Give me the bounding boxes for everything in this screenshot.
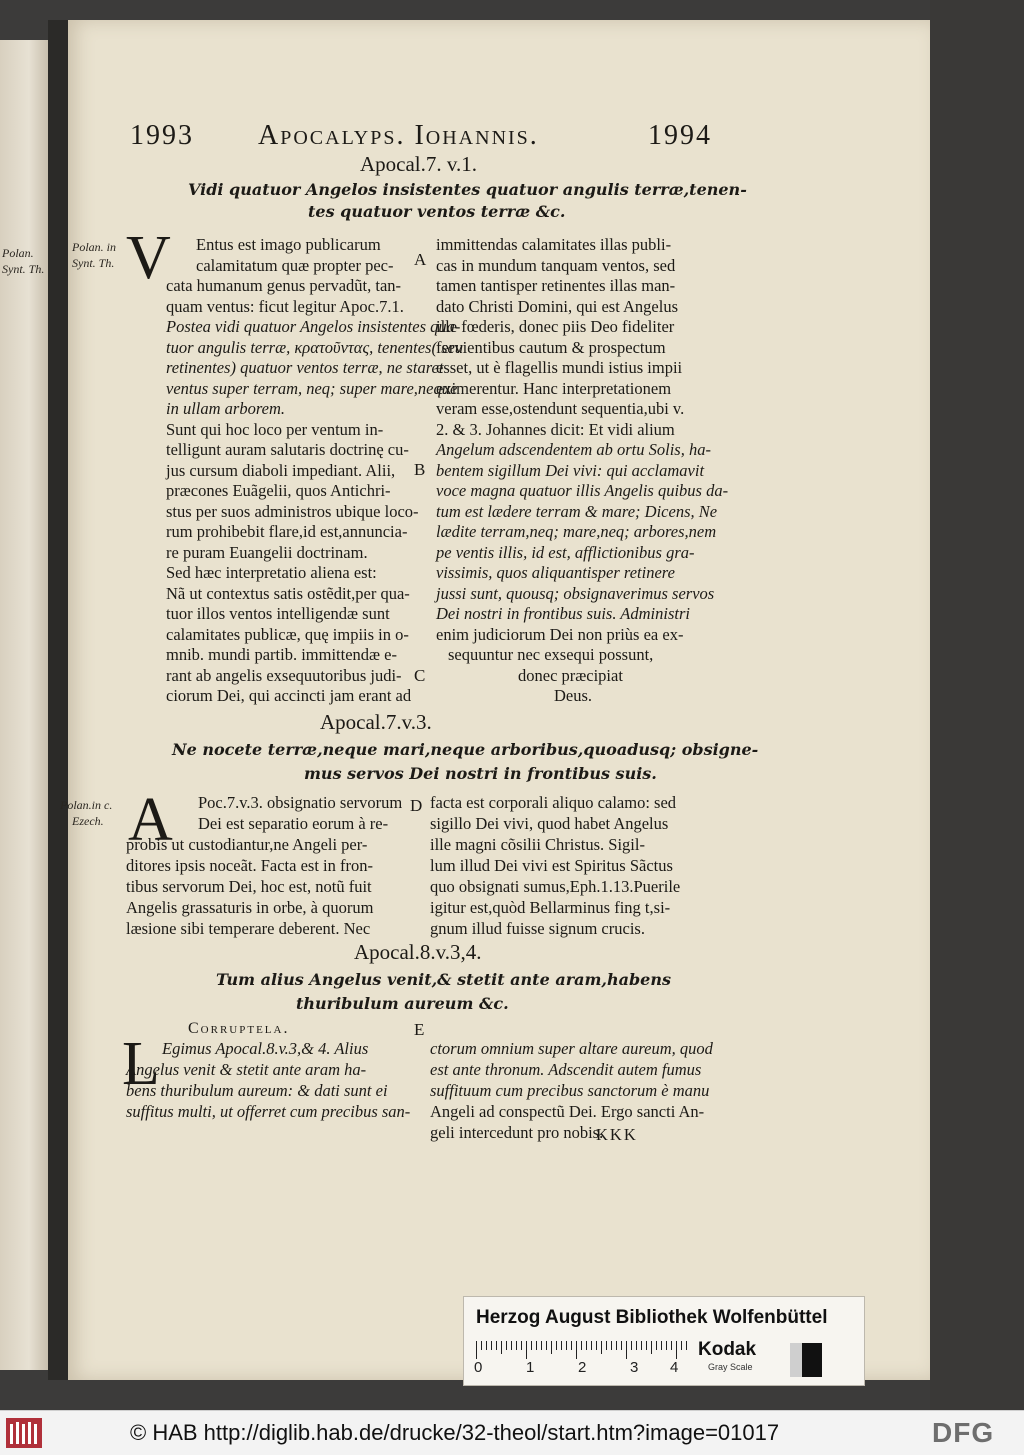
text-line: probis ut custodiantur,ne Angeli per- xyxy=(126,835,368,854)
text-line: Postea vidi quatuor Angelos insistentes qua- xyxy=(166,317,461,336)
text-line: mnib. mundi partib. immittendæ e- xyxy=(166,645,397,664)
text-line: igitur est,quòd Bellarminus fing t,si- xyxy=(430,898,671,917)
scale-number: 4 xyxy=(670,1359,679,1376)
dfg-logo: DFG xyxy=(932,1417,995,1448)
verse-line: Ne nocete terræ,neque mari,neque arboribus,quoadusq; obsigne- xyxy=(172,740,759,759)
subheading: Corruptela. xyxy=(188,1020,290,1037)
scale-ruler xyxy=(476,1341,686,1359)
ruler-tick xyxy=(521,1341,522,1350)
section-heading: Apocal.8.v.3,4. xyxy=(354,940,482,964)
text-line: cata humanum genus pervadũt, tan- xyxy=(166,276,402,295)
text-line: Dei est separatio eorum à re- xyxy=(198,814,389,833)
text-line: lædite terram,neq; mare,neq; arbores,nem xyxy=(436,522,717,541)
kodak-brand: Kodak xyxy=(698,1339,757,1360)
ruler-tick xyxy=(681,1341,682,1350)
text-line: esset, ut è flagellis mundi istius impii xyxy=(436,358,683,377)
ruler-tick xyxy=(511,1341,512,1350)
text-line: calamitatum quæ propter pec- xyxy=(196,255,394,275)
ruler-tick xyxy=(616,1341,617,1350)
ruler-tick xyxy=(656,1341,657,1350)
text-line: cas in mundum tanquam ventos, sed xyxy=(436,255,676,275)
gray-swatch xyxy=(790,1343,802,1377)
drop-cap: L xyxy=(122,1030,160,1098)
text-line: dato Christi Domini, qui est Angelus xyxy=(436,296,678,316)
page-number-left: 1993 xyxy=(130,120,194,151)
text-line: calamitates publicæ, quę impiis in o- xyxy=(166,624,409,644)
ruler-tick xyxy=(631,1341,632,1350)
ruler-tick xyxy=(481,1341,482,1350)
ruler-tick xyxy=(486,1341,487,1350)
text-line: vissimis, quos aliquantisper retinere xyxy=(436,563,675,582)
text-line: bens thuribulum aureum: & dati sunt ei xyxy=(126,1081,388,1100)
text-line: sigillo Dei vivi, quod habet Angelus xyxy=(430,814,669,833)
ruler-tick xyxy=(506,1341,507,1350)
text-line: immittendas calamitates illas publi- xyxy=(436,235,672,254)
ruler-tick xyxy=(606,1341,607,1350)
hab-logo-icon xyxy=(6,1418,42,1448)
ruler-tick xyxy=(676,1341,677,1359)
verse-line: mus servos Dei nostri in frontibus suis. xyxy=(304,764,657,783)
ruler-tick xyxy=(646,1341,647,1350)
drop-cap: V xyxy=(126,224,171,292)
binding-gutter xyxy=(48,20,68,1380)
text-line: jussi sunt, quousq; obsignaverimus servos xyxy=(436,583,715,603)
ruler-tick xyxy=(551,1341,552,1354)
margin-note: Polan.in c. xyxy=(60,798,113,812)
margin-note: Polan. in xyxy=(72,240,116,254)
ruler-tick xyxy=(626,1341,627,1359)
text-line: ventus super terram, neq; super mare,neque xyxy=(166,378,458,398)
text-line: tum est lædere terram & mare; Dicens, Ne xyxy=(436,501,718,521)
ruler-tick xyxy=(476,1341,477,1359)
text-line: Nã ut contextus satis ostẽdit,per qua- xyxy=(166,583,410,603)
side-letter: A xyxy=(414,250,427,269)
ruler-tick xyxy=(561,1341,562,1350)
text-line: pe ventis illis, id est, afflictionibus gra- xyxy=(436,542,695,562)
text-line: ille fœderis, donec piis Deo fideliter xyxy=(436,317,675,336)
text-line: læsione sibi temperare deberent. Nec xyxy=(126,919,371,938)
ruler-tick xyxy=(671,1341,672,1350)
running-title: Apocalyps. Iohannis. xyxy=(258,120,539,151)
text-line: Dei nostri in frontibus suis. Administri xyxy=(436,604,690,623)
text-line: quam ventus: ficut legitur Apoc.7.1. xyxy=(166,296,404,316)
text-line: geli intercedunt pro nobis. xyxy=(430,1123,604,1142)
verse-line: Tum alius Angelus venit,& stetit ante aram,habens xyxy=(216,970,671,989)
viewer-margin-right xyxy=(930,0,1024,1410)
ruler-tick xyxy=(686,1341,687,1350)
ruler-tick xyxy=(651,1341,652,1354)
text-line: suffituum cum precibus sanctorum è manu xyxy=(430,1081,710,1100)
text-line: Entus est imago publicarum xyxy=(196,235,381,254)
ruler-tick xyxy=(586,1341,587,1350)
text-line: telligunt auram salutaris doctrinę cu- xyxy=(166,440,409,459)
text-line: est ante thronum. Adscendit autem fumus xyxy=(430,1060,702,1079)
ruler-tick xyxy=(516,1341,517,1350)
side-letter: B xyxy=(414,460,426,479)
text-line: Angelis grassaturis in orbe, à quorum xyxy=(126,898,374,917)
ruler-tick xyxy=(541,1341,542,1350)
text-line: ctorum omnium super altare aureum, quod xyxy=(430,1039,713,1058)
text-line: retinentes) quatuor ventos terræ, ne staret xyxy=(166,358,444,377)
ruler-tick xyxy=(556,1341,557,1350)
page-number-right: 1994 xyxy=(648,120,712,151)
text-line: Deus. xyxy=(554,686,593,705)
text-line: facta est corporali aliquo calamo: sed xyxy=(430,793,677,812)
text-line: suffitus multi, ut offerret cum precibus san- xyxy=(126,1102,411,1121)
text-line: ciorum Dei, qui accincti jam erant ad xyxy=(166,686,412,705)
ruler-tick xyxy=(576,1341,577,1359)
text-line: sequuntur nec exsequi possunt, xyxy=(448,645,654,664)
text-line: in ullam arborem. xyxy=(166,399,286,418)
text-line: Sed hæc interpretatio aliena est: xyxy=(166,563,377,582)
scale-number: 1 xyxy=(526,1359,535,1376)
ruler-tick xyxy=(566,1341,567,1350)
text-line: Poc.7.v.3. obsignatio servorum xyxy=(198,793,403,812)
text-line: eximerentur. Hanc interpretationem xyxy=(436,378,672,398)
ruler-tick xyxy=(621,1341,622,1350)
ruler-tick xyxy=(666,1341,667,1350)
ruler-tick xyxy=(571,1341,572,1350)
text-line: rant ab angelis exsequutoribus judi- xyxy=(166,665,402,685)
text-line: ille magni cõsilii Christus. Sigil- xyxy=(430,835,645,854)
text-line: Egimus Apocal.8.v.3,& 4. Alius xyxy=(162,1039,369,1058)
side-letter: C xyxy=(414,666,426,685)
ruler-tick xyxy=(581,1341,582,1350)
text-line: ditores ipsis noceãt. Facta est in fron- xyxy=(126,856,373,875)
ruler-tick xyxy=(596,1341,597,1350)
ruler-tick xyxy=(591,1341,592,1350)
left-page-fragment: Synt. Th. xyxy=(2,262,45,276)
section-heading: Apocal.7. v.1. xyxy=(360,152,478,176)
ruler-tick xyxy=(496,1341,497,1350)
text-line: re puram Euangelii doctrinam. xyxy=(166,542,368,562)
ruler-tick xyxy=(501,1341,502,1354)
text-line: tuor illos ventos intelligendæ sunt xyxy=(166,604,390,623)
color-target-card xyxy=(463,1296,865,1386)
text-line: stus per suos administros ubique loco- xyxy=(166,501,419,521)
ruler-tick xyxy=(611,1341,612,1350)
text-line: 2. & 3. Johannes dicit: Et vidi alium xyxy=(436,419,675,439)
text-line: quo obsignati sumus,Eph.1.13.Puerile xyxy=(430,877,681,896)
section-heading: Apocal.7.v.3. xyxy=(320,710,432,734)
library-name: Herzog August Bibliothek Wolfenbüttel xyxy=(476,1307,828,1328)
verse-line: tes quatuor ventos terræ &c. xyxy=(308,202,566,221)
signature-mark: KKK xyxy=(596,1125,638,1144)
scale-number: 0 xyxy=(474,1359,483,1376)
gray-scale-label: Gray Scale xyxy=(708,1362,753,1372)
ruler-tick xyxy=(536,1341,537,1350)
text-line: Angelum adscendentem ab ortu Solis, ha- xyxy=(436,440,711,459)
verse-line: thuribulum aureum &c. xyxy=(296,994,509,1013)
text-line: bentem sigillum Dei vivi: qui acclamavit xyxy=(436,460,705,480)
book-page xyxy=(60,20,930,1380)
text-line: Angelus venit & stetit ante aram ha- xyxy=(126,1060,367,1079)
left-page-fragment: Polan. xyxy=(2,246,34,260)
text-line: gnum illud fuisse signum crucis. xyxy=(430,919,645,938)
scale-number: 3 xyxy=(630,1359,639,1376)
text-line: Sunt qui hoc loco per ventum in- xyxy=(166,419,384,439)
ruler-tick xyxy=(546,1341,547,1350)
scale-number: 2 xyxy=(578,1359,587,1376)
text-line: tuor angulis terræ, κρατοῦντας, tenentes( seu xyxy=(166,337,464,357)
side-letter: E xyxy=(414,1020,425,1039)
ruler-tick xyxy=(641,1341,642,1350)
text-line: veram esse,ostendunt sequentia,ubi v. xyxy=(436,399,685,418)
drop-cap: A xyxy=(128,786,173,854)
text-line: jus cursum diaboli impediant. Alii, xyxy=(166,460,396,480)
ruler-tick xyxy=(526,1341,527,1359)
ruler-tick xyxy=(636,1341,637,1350)
text-line: donec præcipiat xyxy=(518,665,623,685)
text-line: præcones Euãgelii, quos Antichri- xyxy=(166,481,391,500)
text-line: fervientibus cautum & prospectum xyxy=(436,337,666,357)
text-line: rum prohibebit flare,id est,annuncia- xyxy=(166,522,408,541)
text-line: tamen tantisper retinentes illas man- xyxy=(436,276,676,295)
side-letter: D xyxy=(410,796,423,815)
ruler-tick xyxy=(601,1341,602,1354)
footer-bar xyxy=(0,1410,1024,1455)
margin-note: Synt. Th. xyxy=(72,256,115,270)
text-line: Angeli ad conspectũ Dei. Ergo sancti An- xyxy=(430,1102,705,1121)
verse-line: Vidi quatuor Angelos insistentes quatuor angulis terræ,tenen- xyxy=(188,180,747,199)
text-line: voce magna quatuor illis Angelis quibus da- xyxy=(436,481,729,500)
left-page-edge xyxy=(0,40,48,1370)
margin-note: Ezech. xyxy=(72,814,104,828)
text-line: tibus servorum Dei, hoc est, notũ fuit xyxy=(126,877,372,896)
ruler-tick xyxy=(531,1341,532,1350)
text-line: lum illud Dei vivi est Spiritus Sãctus xyxy=(430,856,673,875)
copyright-link[interactable]: © HAB http://diglib.hab.de/drucke/32-theol/start.htm?image=01017 xyxy=(130,1420,780,1445)
ruler-tick xyxy=(661,1341,662,1350)
black-swatch xyxy=(802,1343,822,1377)
ruler-tick xyxy=(491,1341,492,1350)
text-line: enim judiciorum Dei non priùs ea ex- xyxy=(436,624,684,644)
